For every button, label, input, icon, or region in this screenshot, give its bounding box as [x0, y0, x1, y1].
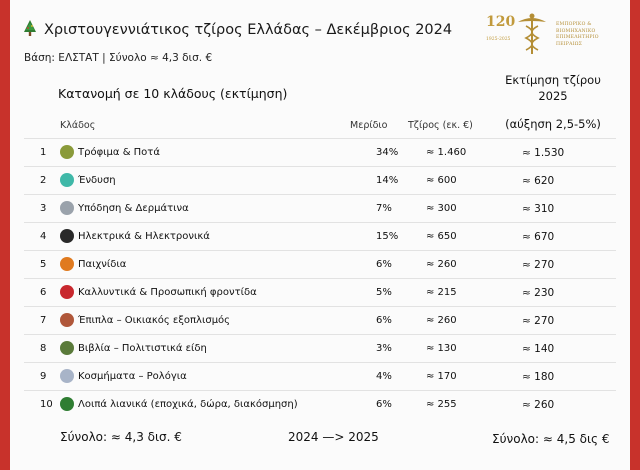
row-estimate: ≈ 180	[522, 371, 555, 383]
page-title: Χριστουγεννιάτικος τζίρος Ελλάδας – Δεκέμβριος 2024	[44, 22, 453, 38]
table-row	[24, 306, 616, 334]
logo-anniversary-number: 120	[486, 14, 516, 30]
row-number: 4	[40, 231, 47, 242]
logo-years: 1925-2025	[486, 37, 511, 42]
table-row	[24, 194, 616, 222]
distribution-title: Κατανομή σε 10 κλάδους (εκτίμηση)	[58, 86, 288, 101]
row-sector-name: Παιχνίδια	[78, 259, 127, 270]
column-header-branch: Κλάδος	[60, 120, 96, 131]
row-turnover: ≈ 255	[426, 399, 457, 410]
row-turnover: ≈ 260	[426, 315, 457, 326]
table-row	[24, 334, 616, 362]
row-estimate: ≈ 260	[522, 399, 555, 411]
row-sector-name: Ηλεκτρικά & Ηλεκτρονικά	[78, 231, 210, 242]
dress-icon	[60, 173, 74, 187]
total-2024: Σύνολο: ≈ 4,3 δισ. €	[60, 430, 182, 444]
row-share: 6%	[376, 259, 392, 270]
table-row	[24, 222, 616, 250]
row-number: 7	[40, 315, 47, 326]
row-estimate: ≈ 270	[522, 259, 555, 271]
row-number: 6	[40, 287, 47, 298]
row-turnover: ≈ 260	[426, 259, 457, 270]
row-sector-name: Κοσμήματα – Ρολόγια	[78, 371, 187, 382]
table-row	[24, 278, 616, 306]
logo-text-line: ΕΜΠΟΡΙΚΟ &	[556, 22, 592, 27]
row-number: 1	[40, 147, 47, 158]
row-sector-name: Υπόδηση & Δερμάτινα	[78, 203, 189, 214]
row-turnover: ≈ 300	[426, 203, 457, 214]
estimate-title-line1: Εκτίμηση τζίρου	[505, 73, 601, 87]
logo-text-line: ΒΙΟΜΗΧΑΝΙΚΟ	[556, 28, 596, 34]
row-number: 3	[40, 203, 47, 214]
books-icon	[60, 341, 74, 355]
lipstick-icon	[60, 285, 74, 299]
row-sector-name: Βιβλία – Πολιτιστικά είδη	[78, 343, 207, 354]
source-subtitle: Βάση: ΕΛΣΤΑΤ | Σύνολο ≈ 4,3 δισ. €	[24, 52, 213, 64]
row-turnover: ≈ 215	[426, 287, 457, 298]
row-turnover: ≈ 650	[426, 231, 457, 242]
row-sector-name: Τρόφιμα & Ποτά	[78, 147, 160, 158]
row-sector-name: Ένδυση	[78, 175, 116, 186]
sector-table	[24, 138, 616, 418]
column-header-turnover: Τζίρος (εκ. €)	[408, 120, 473, 131]
row-turnover: ≈ 1.460	[426, 147, 467, 158]
row-number: 9	[40, 371, 47, 382]
row-estimate: ≈ 620	[522, 175, 555, 187]
caduceus-icon	[514, 12, 550, 56]
total-2025: Σύνολο: ≈ 4,5 δις €	[492, 432, 610, 446]
shoe-icon	[60, 201, 74, 215]
estimate-growth: (αύξηση 2,5-5%)	[505, 117, 601, 131]
column-header-share: Μερίδιο	[350, 120, 388, 131]
table-row	[24, 250, 616, 278]
row-sector-name: Έπιπλα – Οικιακός εξοπλισμός	[78, 315, 231, 326]
row-share: 3%	[376, 343, 392, 354]
row-estimate: ≈ 670	[522, 231, 555, 243]
ring-icon	[60, 369, 74, 383]
row-turnover: ≈ 170	[426, 371, 457, 382]
table-row	[24, 138, 616, 166]
table-row	[24, 166, 616, 194]
row-estimate: ≈ 1.530	[522, 147, 565, 159]
chamber-logo	[486, 12, 620, 62]
row-estimate: ≈ 140	[522, 343, 555, 355]
table-row	[24, 362, 616, 390]
row-estimate: ≈ 230	[522, 287, 555, 299]
row-share: 4%	[376, 371, 392, 382]
estimate-title	[486, 72, 620, 104]
row-number: 8	[40, 343, 47, 354]
year-transition: 2024 —> 2025	[288, 430, 379, 444]
row-share: 6%	[376, 315, 392, 326]
row-share: 34%	[376, 147, 399, 158]
phone-icon	[60, 229, 74, 243]
table-row	[24, 390, 616, 418]
tree-icon	[60, 397, 74, 411]
row-share: 5%	[376, 287, 392, 298]
row-number: 5	[40, 259, 47, 270]
gift-icon	[60, 257, 74, 271]
row-share: 7%	[376, 203, 392, 214]
estimate-title-line2: 2025	[538, 89, 568, 103]
logo-text-line: ΕΠΙΜΕΛΗΤΗΡΙΟ	[556, 35, 599, 41]
document-page	[10, 0, 630, 470]
logo-text	[556, 22, 622, 48]
row-estimate: ≈ 270	[522, 315, 555, 327]
row-turnover: ≈ 130	[426, 343, 457, 354]
logo-text-line: ΠΕΙΡΑΙΩΣ	[556, 41, 583, 47]
row-turnover: ≈ 600	[426, 175, 457, 186]
row-sector-name: Λοιπά λιανικά (εποχικά, δώρα, διακόσμηση)	[78, 399, 298, 410]
chair-icon	[60, 313, 74, 327]
row-estimate: ≈ 310	[522, 203, 555, 215]
row-number: 2	[40, 175, 47, 186]
christmas-tree-icon	[23, 20, 37, 38]
row-sector-name: Καλλυντικά & Προσωπική φροντίδα	[78, 287, 257, 298]
row-share: 14%	[376, 175, 399, 186]
row-share: 6%	[376, 399, 392, 410]
row-number: 10	[40, 399, 53, 410]
food-icon	[60, 145, 74, 159]
row-share: 15%	[376, 231, 399, 242]
